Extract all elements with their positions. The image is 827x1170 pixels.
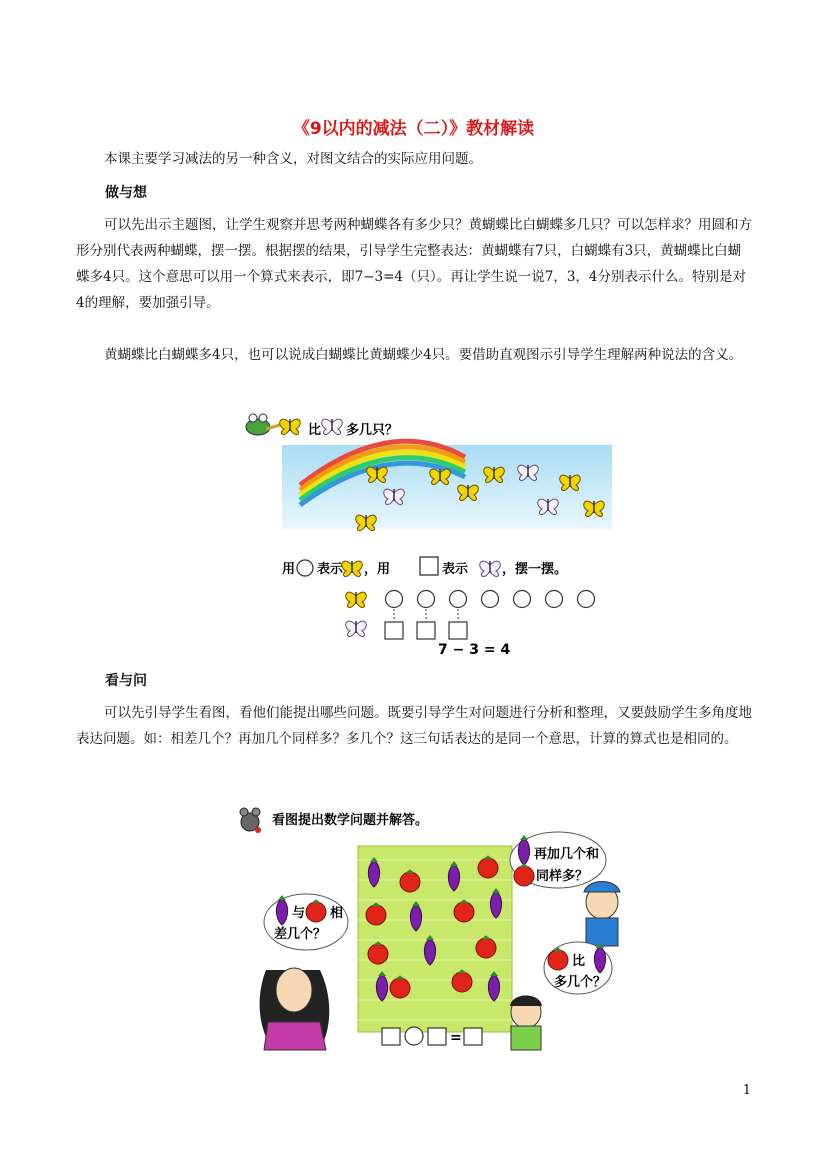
boy-with-cap-illustration [584, 882, 620, 947]
butterfly-figure [240, 405, 620, 660]
section-heading-look-ask: 看与问 [105, 673, 147, 689]
instruction-use-2: ，用 [364, 562, 391, 577]
section2-paragraph-1: 可以先引导学生看图，看他们能提出哪些问题。既要引导学生对问题进行分析和整理，又要鼓励学生多角度地表达问题。如：相差几个？再加几个同样多？多几个？这三句话表达的是同一个意思，计算的算式也是相同的。 [76, 705, 752, 747]
circle-row [386, 591, 595, 608]
bubble-left-with: 与 [292, 906, 306, 921]
section-heading-do-think: 做与想 [105, 185, 147, 201]
question-compare-word: 比 [308, 423, 322, 438]
equation: 7 − 3 = 4 [438, 642, 511, 658]
bubble-right-mid-compare: 比 [572, 954, 586, 969]
instruction-represent: 表示 [317, 562, 344, 577]
section1-paragraph-2: 黄蝴蝶比白蝴蝶多4只，也可以说成白蝴蝶比黄蝴蝶少4只。要借助直观图示引导学生理解两种说法的含义。 [104, 347, 743, 363]
circle-icon [297, 560, 313, 576]
boy-thinking-illustration [510, 996, 542, 1051]
dotted-links [394, 609, 458, 621]
bubble-left-phase: 相 [330, 906, 344, 921]
mouse-icon [240, 808, 261, 833]
yellow-butterfly-icon [280, 419, 301, 434]
section1-paragraph-1: 可以先出示主题图，让学生观察并思考两种蝴蝶各有多少只？黄蝴蝶比白蝴蝶多几只？可以怎样求？用圆和方形分别代表两种蝴蝶，摆一摆。根据摆的结果，引导学生完整表达：黄蝴蝶有7只，白蝴蝶有3只，黄蝴蝶比白蝴蝶多4只。这个意思可以用一个算式来表示，即7−3=4（只）。再让学生说一说7，3，4分别表示什么。特别是对4的理解，要加强引导。 [76, 217, 752, 311]
instruction-represent-2: 表示 [442, 562, 469, 577]
yellow-butterfly-icon [346, 592, 367, 607]
answer-box [464, 1028, 482, 1045]
instruction-arrange: ，摆一摆。 [502, 562, 568, 577]
square-icon [420, 557, 438, 575]
square-row [385, 622, 467, 639]
question-text: 多几只？ [346, 423, 399, 438]
equals-sign: = [450, 1030, 462, 1046]
eggplant-tomato-figure [236, 800, 626, 1055]
girl-illustration [260, 968, 330, 1050]
instruction-use: 用 [282, 562, 296, 577]
white-butterfly-icon [322, 419, 343, 434]
answer-box [382, 1028, 400, 1045]
intro-paragraph: 本课主要学习减法的另一种含义，对图文结合的实际应用问题。 [104, 151, 482, 167]
page-number: 1 [742, 1083, 751, 1098]
bubble-right-top-line1: 再加几个和 [534, 847, 600, 862]
white-butterfly-icon [346, 621, 367, 636]
answer-box [428, 1028, 446, 1045]
yellow-butterfly-icon [342, 561, 363, 576]
bubble-left-question: 差几个？ [274, 927, 327, 942]
bubble-right-mid-question: 多几个？ [554, 975, 607, 990]
figure2-prompt: 看图提出数学问题并解答。 [272, 813, 429, 828]
white-butterfly-icon [480, 561, 501, 576]
page-title: 《9以内的减法（二）》教材解读 [292, 119, 535, 139]
bubble-right-top-line2: 同样多？ [536, 869, 589, 884]
frog-icon [246, 414, 280, 435]
operator-circle [405, 1027, 423, 1045]
